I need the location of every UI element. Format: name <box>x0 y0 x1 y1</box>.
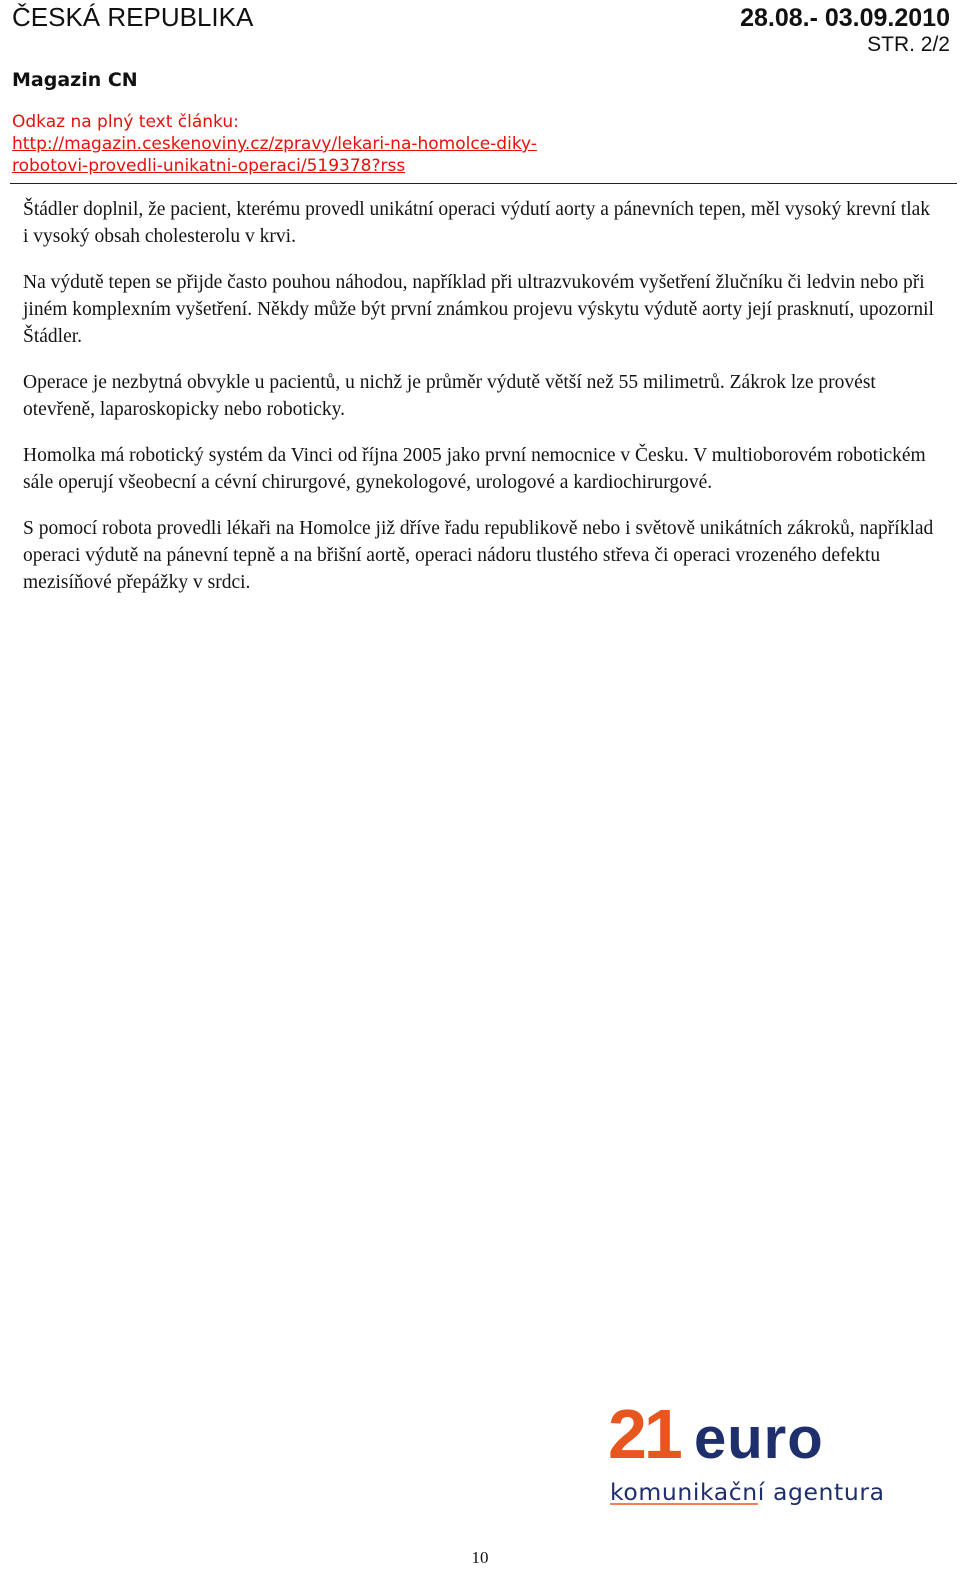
link-url-line-2: robotovi-provedli-unikatni-operaci/519378?rss <box>12 156 406 176</box>
agency-logo <box>608 1398 938 1508</box>
logo-number: 21 <box>608 1398 680 1473</box>
logo-tagline: komunikační agentura <box>610 1478 885 1506</box>
article-paragraph: Štádler doplnil, že pacient, kterému provedl unikátní operaci výdutí aorty a pánevních tepen, měl vysoký krevní tlak i vysoký obsah cholesterolu v krvi. <box>23 199 931 247</box>
page-indicator: STR. 2/2 <box>867 33 950 56</box>
article-body <box>23 196 938 615</box>
article-link-block <box>12 111 712 177</box>
source-name: Magazin CN <box>12 69 138 91</box>
link-url-line-1: http://magazin.ceskenoviny.cz/zpravy/lekari-na-homolce-diky- <box>12 134 537 154</box>
logo-word: euro <box>694 1406 824 1471</box>
article-paragraph: Operace je nezbytná obvykle u pacientů, u nichž je průměr výdutě větší než 55 milimetrů. Zákrok lze provést otevřeně, laparoskopicky nebo roboticky. <box>23 372 876 420</box>
header-divider <box>10 183 957 184</box>
date-range: 28.08.- 03.09.2010 <box>740 4 950 32</box>
country-heading: ČESKÁ REPUBLIKA <box>12 2 254 32</box>
article-link-url[interactable] <box>12 133 712 177</box>
page-number: 10 <box>471 1548 489 1567</box>
link-label: Odkaz na plný text článku: <box>12 112 239 132</box>
article-paragraph: Na výdutě tepen se přijde často pouhou náhodou, například při ultrazvukovém vyšetření žlučníku či ledvin nebo při jiném komplexním vyšetření. Někdy může být první známkou projevu výskytu výdutě aorty její prasknutí, upozornil Štádler. <box>23 272 934 347</box>
article-paragraph: Homolka má robotický systém da Vinci od října 2005 jako první nemocnice v Česku. V multioborovém robotickém sále operují všeobecní a cévní chirurgové, gynekologové, urologové a kardiochirurgové. <box>23 445 926 493</box>
article-paragraph: S pomocí robota provedli lékaři na Homolce již dříve řadu republikově nebo i světově unikátních zákroků, například operaci výdutě na pánevní tepně a na břišní aortě, operaci nádoru tlustého střeva či operaci vrozeného defektu mezisíňové přepážky v srdci. <box>23 518 934 593</box>
